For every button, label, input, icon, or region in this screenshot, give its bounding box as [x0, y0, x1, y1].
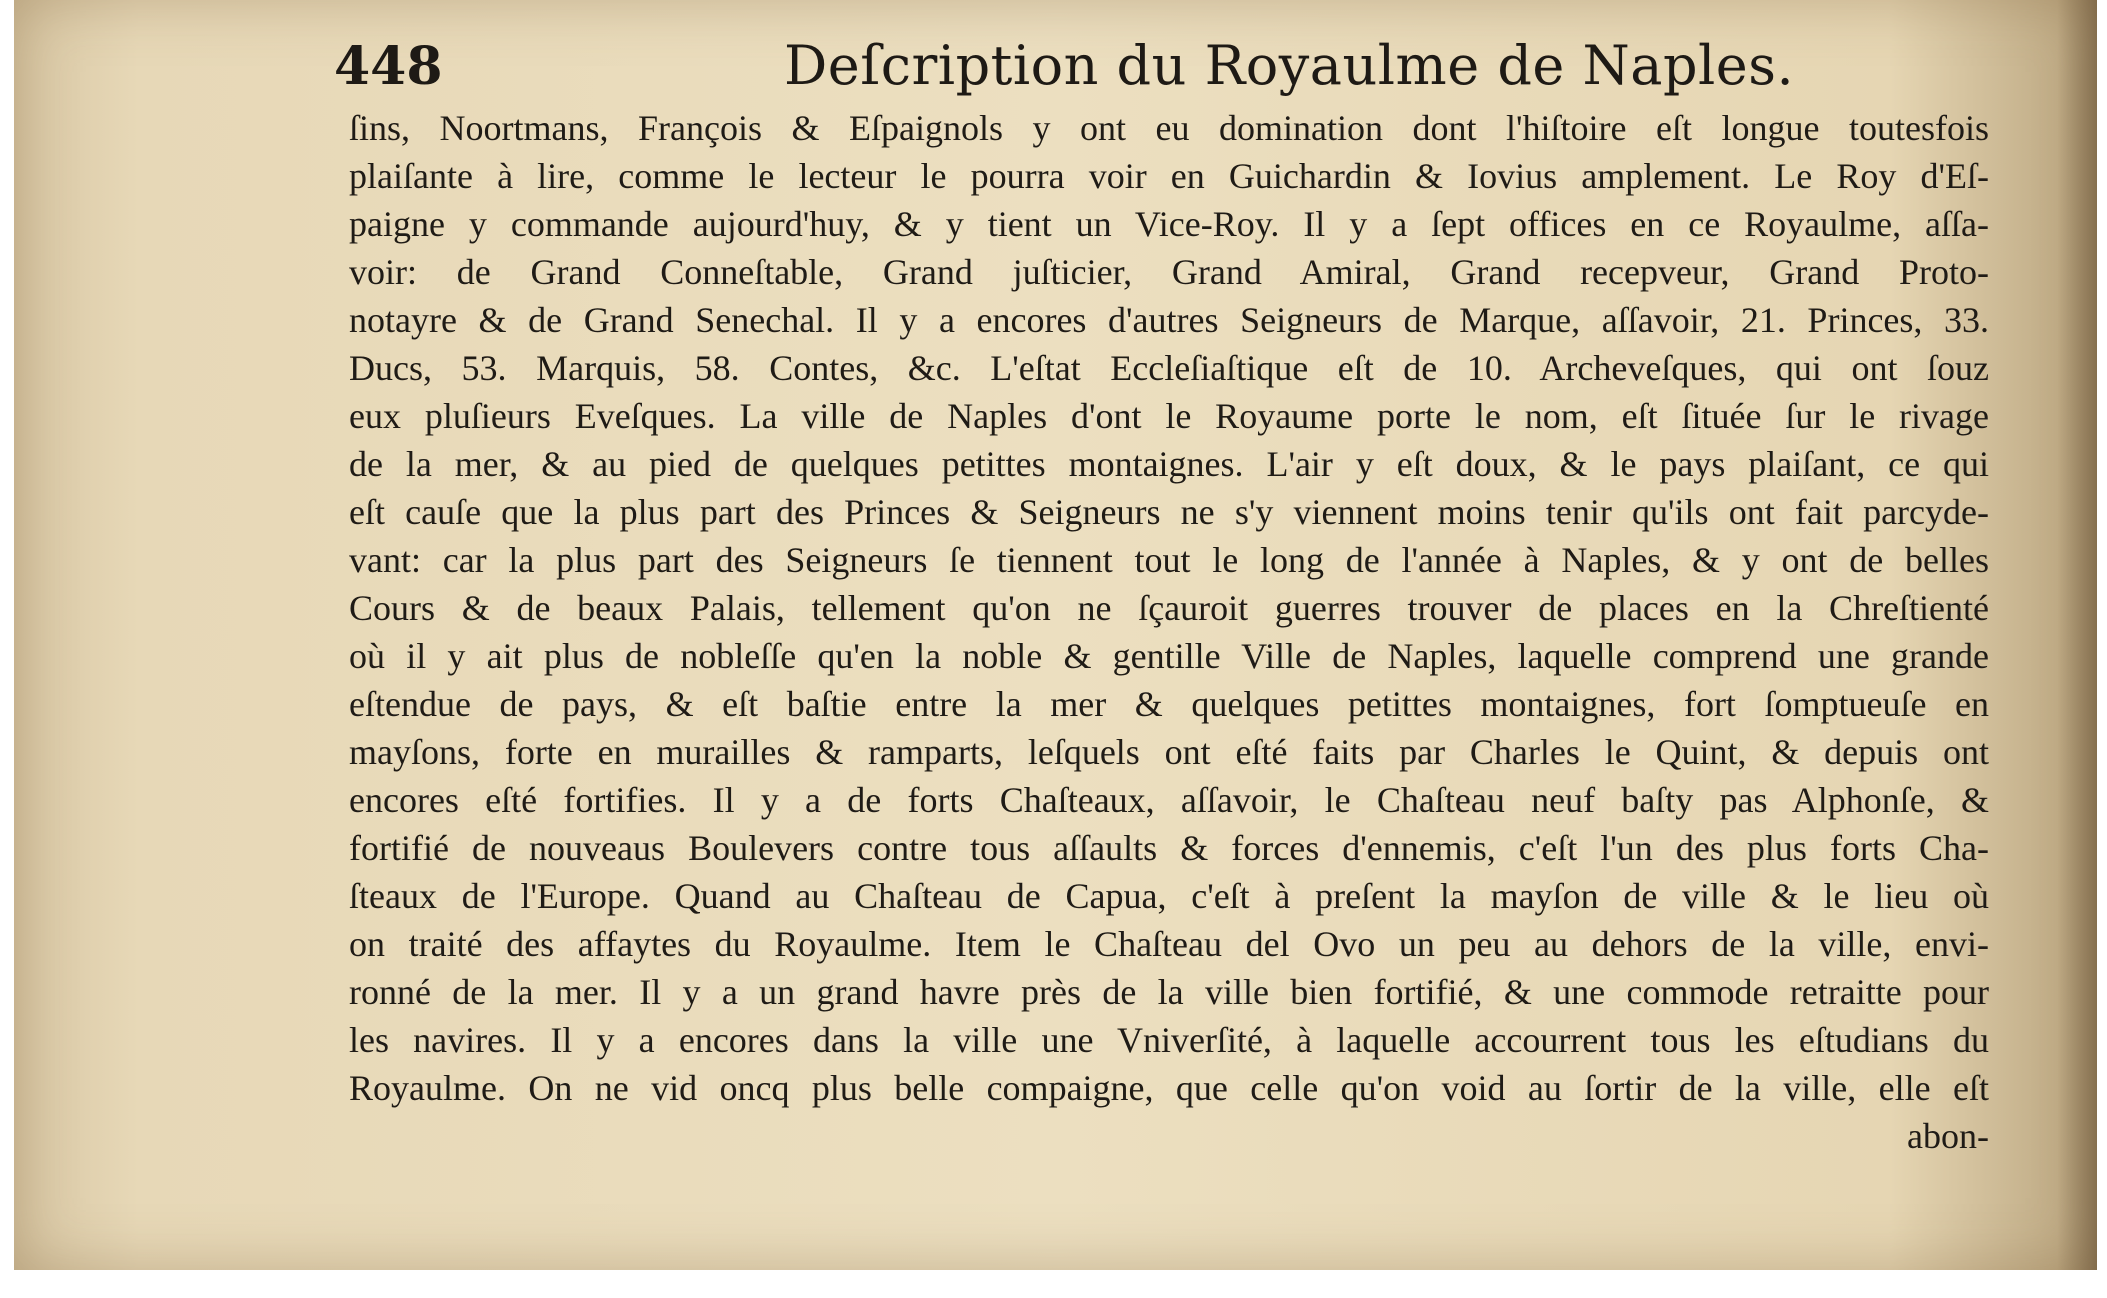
text-line: eſtendue de pays, & eſt baſtie entre la mer & quelques petittes montaignes, fort ſomptueuſe en	[349, 684, 1989, 724]
text-line: les navires. Il y a encores dans la ville une Vniverſité, à laquelle accourrent tous les eſtudians du	[349, 1020, 1989, 1060]
body-text	[349, 104, 1989, 1160]
text-line: paigne y commande aujourd'huy, & y tient un Vice-Roy. Il y a ſept offices en ce Royaulme, aſſa-	[349, 204, 1989, 244]
text-line: Ducs, 53. Marquis, 58. Contes, &c. L'eſtat Eccleſiaſtique eſt de 10. Archeveſques, qui ont ſouz	[349, 348, 1989, 388]
text-line: ſins, Noortmans, François & Eſpaignols y ont eu domination dont l'hiſtoire eſt longue toutesfois	[349, 108, 1989, 148]
text-line: où il y ait plus de nobleſſe qu'en la noble & gentille Ville de Naples, laquelle comprend une grande	[349, 636, 1989, 676]
text-line: notayre & de Grand Senechal. Il y a encores d'autres Seigneurs de Marque, aſſavoir, 21. Princes, 33.	[349, 300, 1989, 340]
text-line: voir: de Grand Conneſtable, Grand juſticier, Grand Amiral, Grand recepveur, Grand Proto-	[349, 252, 1989, 292]
text-line: eſt cauſe que la plus part des Princes & Seigneurs ne s'y viennent moins tenir qu'ils ont fait parcyde-	[349, 492, 1989, 532]
text-line: plaiſante à lire, comme le lecteur le pourra voir en Guichardin & Iovius amplement. Le Roy d'Eſ-	[349, 156, 1989, 196]
text-line: eux pluſieurs Eveſques. La ville de Naples d'ont le Royaume porte le nom, eſt ſituée ſur le rivage	[349, 396, 1989, 436]
book-page	[14, 0, 2097, 1270]
text-line: Royaulme. On ne vid oncq plus belle compaigne, que celle qu'on void au ſortir de la ville, elle eſt	[349, 1068, 1989, 1108]
page-number: 448	[334, 36, 443, 97]
text-line: vant: car la plus part des Seigneurs ſe tiennent tout le long de l'année à Naples, & y ont de belles	[349, 540, 1989, 580]
text-line: ronné de la mer. Il y a un grand havre près de la ville bien fortifié, & une commode retraitte pour	[349, 972, 1989, 1012]
page-header	[334, 30, 1994, 100]
running-title: Deſcription du Royaulme de Naples.	[784, 34, 1795, 97]
text-line: de la mer, & au pied de quelques petittes montaignes. L'air y eſt doux, & le pays plaiſant, ce qui	[349, 444, 1989, 484]
text-line: ſteaux de l'Europe. Quand au Chaſteau de Capua, c'eſt à preſent la mayſon de ville & le lieu où	[349, 876, 1989, 916]
text-line: fortifié de nouveaus Boulevers contre tous aſſaults & forces d'ennemis, c'eſt l'un des plus forts Cha-	[349, 828, 1989, 868]
text-line: Cours & de beaux Palais, tellement qu'on ne ſçauroit guerres trouver de places en la Chreſtienté	[349, 588, 1989, 628]
text-line: mayſons, forte en murailles & ramparts, leſquels ont eſté faits par Charles le Quint, & depuis ont	[349, 732, 1989, 772]
catchword: abon-	[1907, 1116, 1989, 1156]
text-line: encores eſté fortifies. Il y a de forts Chaſteaux, aſſavoir, le Chaſteau neuf baſty pas Alphonſe, &	[349, 780, 1989, 820]
text-line: on traité des affaytes du Royaulme. Item le Chaſteau del Ovo un peu au dehors de la ville, envi-	[349, 924, 1989, 964]
